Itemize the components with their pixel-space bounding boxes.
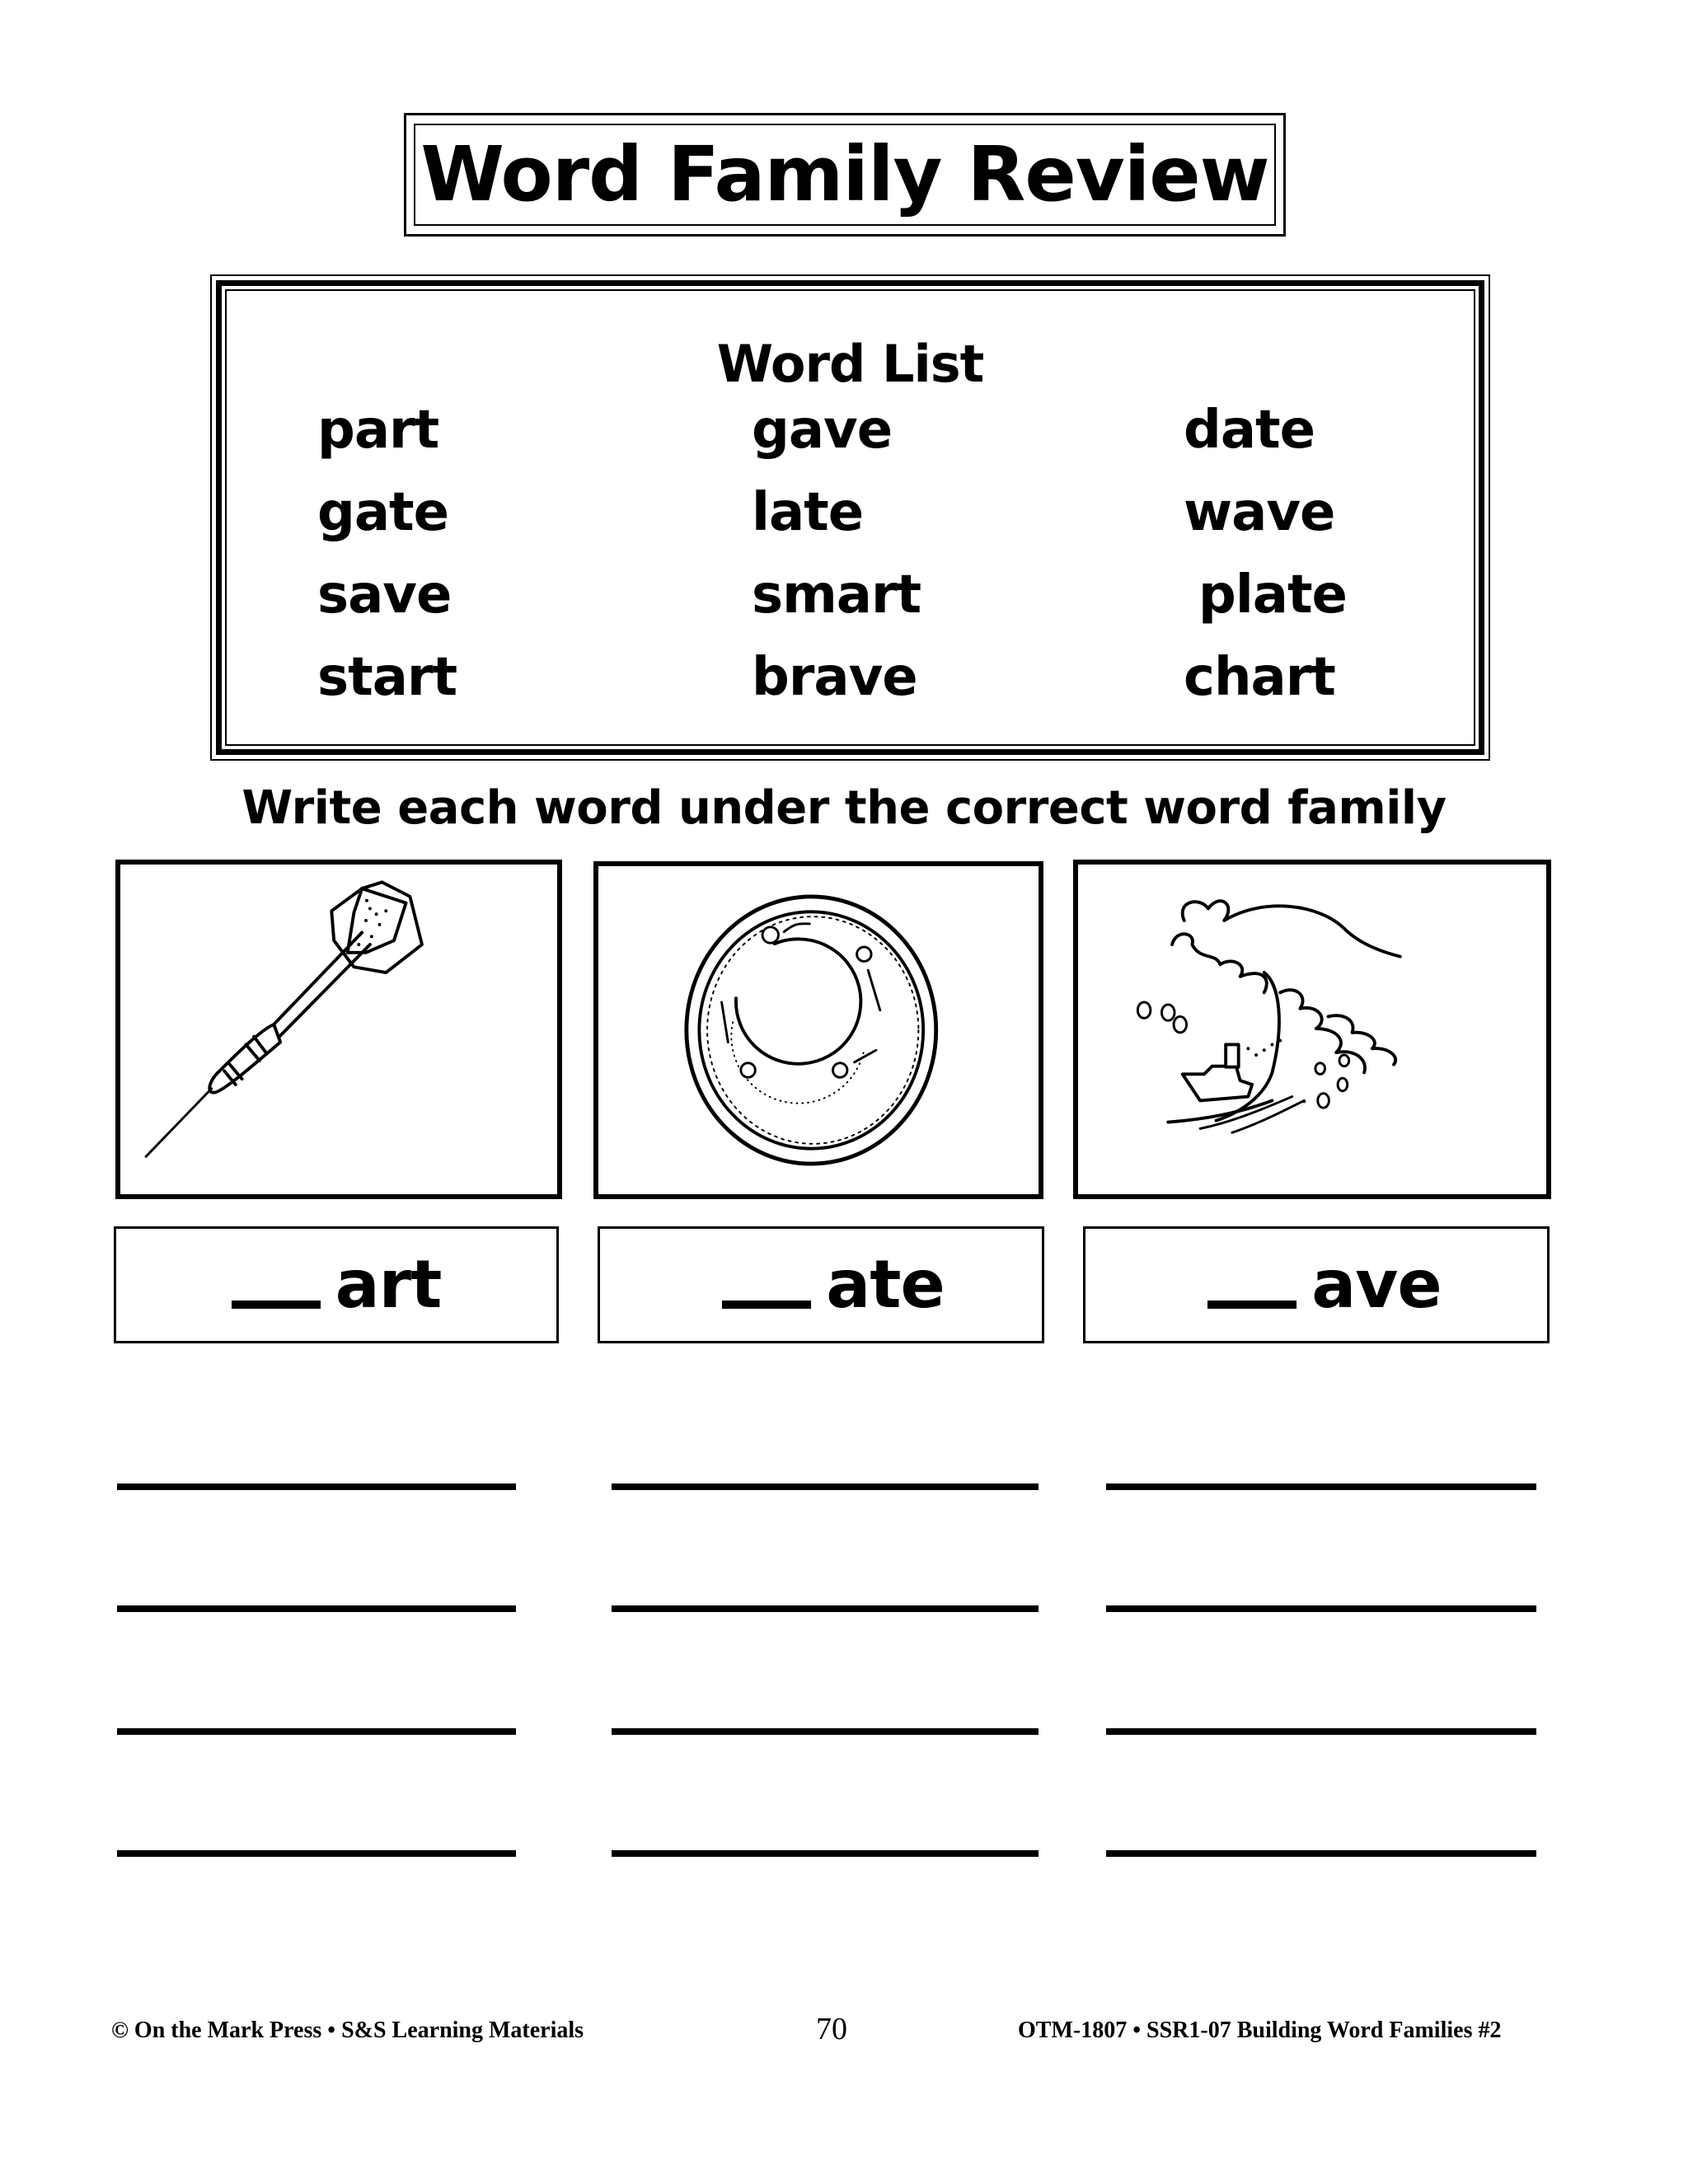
picture-box-art [115, 860, 562, 1199]
plate-icon [598, 866, 1039, 1194]
answer-line-ate-3[interactable] [612, 1728, 1039, 1735]
footer-copyright: © On the Mark Press • S&S Learning Materials [111, 2018, 584, 2043]
footer-product-code: OTM-1807 • SSR1-07 Building Word Families #2 [1018, 2018, 1502, 2043]
answer-line-ave-4[interactable] [1106, 1850, 1536, 1857]
page-number: 70 [816, 2012, 847, 2046]
answer-line-art-4[interactable] [117, 1850, 516, 1857]
word-list-item: part [317, 400, 439, 461]
wave-icon [1078, 865, 1546, 1194]
answer-line-art-2[interactable] [117, 1605, 516, 1612]
word-list-item: late [752, 482, 864, 543]
picture-box-ate [593, 861, 1043, 1199]
answer-line-ate-2[interactable] [612, 1605, 1039, 1612]
title-box [404, 113, 1286, 237]
dart-icon [120, 865, 557, 1194]
answer-line-art-3[interactable] [117, 1728, 516, 1735]
word-list-item: wave [1184, 482, 1335, 543]
word-list-item: smart [752, 565, 921, 626]
word-family-ending: ave [1311, 1246, 1442, 1323]
word-list-heading: Word List [716, 334, 984, 394]
word-family-ave [1083, 1226, 1550, 1343]
word-list-item: date [1184, 400, 1315, 461]
answer-line-ate-4[interactable] [612, 1850, 1039, 1857]
word-list-item: plate [1198, 565, 1347, 626]
word-family-art [114, 1226, 559, 1343]
word-list-item: chart [1184, 647, 1335, 708]
word-list-item: gate [317, 482, 448, 543]
word-family-ending: art [335, 1246, 442, 1323]
title-inner-frame [414, 124, 1276, 226]
answer-line-ave-2[interactable] [1106, 1605, 1536, 1612]
word-family-ending: ate [826, 1246, 945, 1323]
blank-line [232, 1301, 321, 1309]
answer-line-art-1[interactable] [117, 1483, 516, 1490]
answer-line-ate-1[interactable] [612, 1483, 1039, 1490]
word-list-item: gave [752, 400, 893, 461]
word-list-item: start [317, 647, 457, 708]
picture-box-ave [1073, 860, 1551, 1199]
page-title: Word Family Review [420, 130, 1269, 218]
word-list-item: save [317, 565, 452, 626]
word-family-ate [598, 1226, 1044, 1343]
answer-line-ave-3[interactable] [1106, 1728, 1536, 1735]
instruction-text: Write each word under the correct word family [241, 781, 1447, 835]
answer-line-ave-1[interactable] [1106, 1483, 1536, 1490]
word-list-item: brave [752, 647, 917, 708]
blank-line [722, 1301, 811, 1309]
blank-line [1207, 1301, 1296, 1309]
